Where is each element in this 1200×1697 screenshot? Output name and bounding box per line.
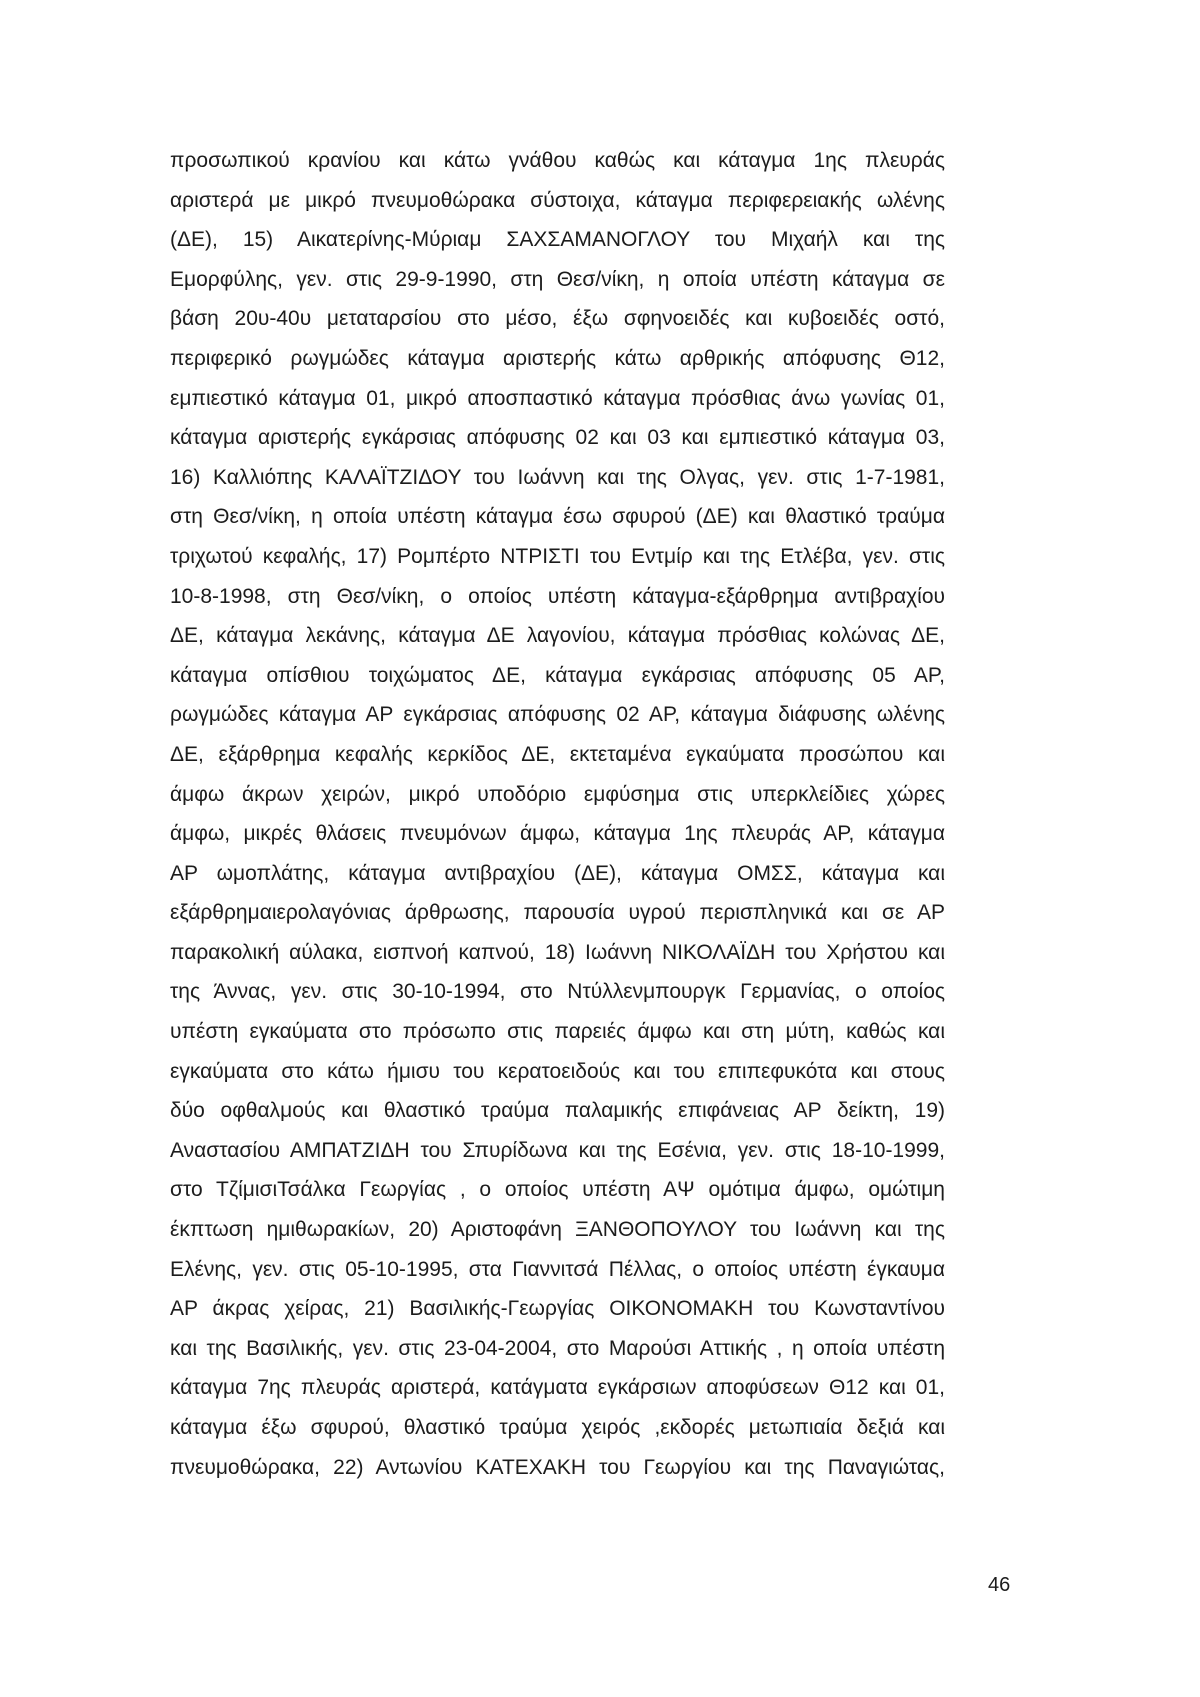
text-line: δύο οφθαλμούς και θλαστικό τραύμα παλαμικής επιφάνειας ΑΡ δείκτη, 19): [170, 1099, 945, 1123]
text-line: έκπτωση ημιθωρακίων, 20) Αριστοφάνη ΞΑΝΘΟΠΟΥΛΟΥ του Ιωάννη και της: [170, 1218, 945, 1242]
text-line: εμπιεστικό κάταγμα 01, μικρό αποσπαστικό κάταγμα πρόσθιας άνω γωνίας 01,: [170, 386, 945, 410]
text-line: Εμορφύλης, γεν. στις 29-9-1990, στη Θεσ/νίκη, η οποία υπέστη κάταγμα σε: [170, 267, 945, 291]
body-text: [170, 141, 945, 1487]
text-line: βάση 20υ-40υ μεταταρσίου στο μέσο, έξω σφηνοειδές και κυβοειδές οστό,: [170, 307, 945, 331]
text-line: (ΔΕ), 15) Αικατερίνης-Μύριαμ ΣΑΧΣΑΜΑΝΟΓΛΟΥ του Μιχαήλ και της: [170, 228, 945, 252]
text-line: εξάρθρημαιερολαγόνιας άρθρωσης, παρουσία υγρού περισπληνικά και σε ΑΡ: [170, 901, 945, 925]
text-line: Ελένης, γεν. στις 05-10-1995, στα Γιαννιτσά Πέλλας, ο οποίος υπέστη έγκαυμα: [170, 1257, 945, 1281]
text-line: 16) Καλλιόπης ΚΑΛΑΪΤΖΙΔΟΥ του Ιωάννη και της Ολγας, γεν. στις 1-7-1981,: [170, 465, 945, 489]
text-line: υπέστη εγκαύματα στο πρόσωπο στις παρειές άμφω και στη μύτη, καθώς και: [170, 1020, 945, 1044]
text-line: Αναστασίου ΑΜΠΑΤΖΙΔΗ του Σπυρίδωνα και της Εσένια, γεν. στις 18-10-1999,: [170, 1138, 945, 1162]
text-line: κάταγμα οπίσθιου τοιχώματος ΔΕ, κάταγμα εγκάρσιας απόφυσης 05 ΑΡ,: [170, 663, 945, 687]
text-line: ρωγμώδες κάταγμα ΑΡ εγκάρσιας απόφυσης 02 ΑΡ, κάταγμα διάφυσης ωλένης: [170, 703, 945, 727]
text-line: της Άννας, γεν. στις 30-10-1994, στο Ντύλλενμπουργκ Γερμανίας, ο οποίος: [170, 980, 945, 1004]
page-number: 46: [988, 1574, 1011, 1596]
text-line: άμφω, μικρές θλάσεις πνευμόνων άμφω, κάταγμα 1ης πλευράς ΑΡ, κάταγμα: [170, 822, 945, 846]
text-line: και της Βασιλικής, γεν. στις 23-04-2004, στο Μαρούσι Αττικής , η οποία υπέστη: [170, 1336, 945, 1360]
text-line: κάταγμα αριστερής εγκάρσιας απόφυσης 02 και 03 και εμπιεστικό κάταγμα 03,: [170, 426, 945, 450]
text-line: ΑΡ άκρας χείρας, 21) Βασιλικής-Γεωργίας ΟΙΚΟΝΟΜΑΚΗ του Κωνσταντίνου: [170, 1297, 945, 1321]
text-line: ΔΕ, κάταγμα λεκάνης, κάταγμα ΔΕ λαγονίου, κάταγμα πρόσθιας κολώνας ΔΕ,: [170, 624, 945, 648]
text-line: ΔΕ, εξάρθρημα κεφαλής κερκίδος ΔΕ, εκτεταμένα εγκαύματα προσώπου και: [170, 742, 945, 766]
text-line: κάταγμα 7ης πλευράς αριστερά, κατάγματα εγκάρσιων αποφύσεων Θ12 και 01,: [170, 1376, 945, 1400]
text-line: στο ΤζίμισιΤσάλκα Γεωργίας , ο οποίος υπέστη ΑΨ ομότιμα άμφω, ομώτιμη: [170, 1178, 945, 1202]
text-line: τριχωτού κεφαλής, 17) Ρομπέρτο ΝΤΡΙΣΤΙ του Εντμίρ και της Ετλέβα, γεν. στις: [170, 544, 945, 568]
text-line: παρακολική αύλακα, εισπνοή καπνού, 18) Ιωάννη ΝΙΚΟΛΑΪΔΗ του Χρήστου και: [170, 940, 945, 964]
text-line: προσωπικού κρανίου και κάτω γνάθου καθώς και κάταγμα 1ης πλευράς: [170, 149, 945, 172]
text-line: περιφερικό ρωγμώδες κάταγμα αριστερής κάτω αρθρικής απόφυσης Θ12,: [170, 346, 945, 370]
text-line: στη Θεσ/νίκη, η οποία υπέστη κάταγμα έσω σφυρού (ΔΕ) και θλαστικό τραύμα: [170, 505, 945, 529]
text-line: πνευμοθώρακα, 22) Αντωνίου ΚΑΤΕΧΑΚΗ του Γεωργίου και της Παναγιώτας,: [170, 1455, 945, 1479]
text-line: κάταγμα έξω σφυρού, θλαστικό τραύμα χειρός ,εκδορές μετωπιαία δεξιά και: [170, 1416, 945, 1439]
text-line: αριστερά με μικρό πνευμοθώρακα σύστοιχα, κάταγμα περιφερειακής ωλένης: [170, 188, 945, 212]
text-line: άμφω άκρων χειρών, μικρό υποδόριο εμφύσημα στις υπερκλείδιες χώρες: [170, 782, 945, 806]
text-line: εγκαύματα στο κάτω ήμισυ του κερατοειδούς και του επιπεφυκότα και στους: [170, 1059, 945, 1083]
text-line: ΑΡ ωμοπλάτης, κάταγμα αντιβραχίου (ΔΕ), κάταγμα ΟΜΣΣ, κάταγμα και: [170, 861, 945, 885]
text-line: 10-8-1998, στη Θεσ/νίκη, ο οποίος υπέστη κάταγμα-εξάρθρημα αντιβραχίου: [170, 584, 945, 608]
